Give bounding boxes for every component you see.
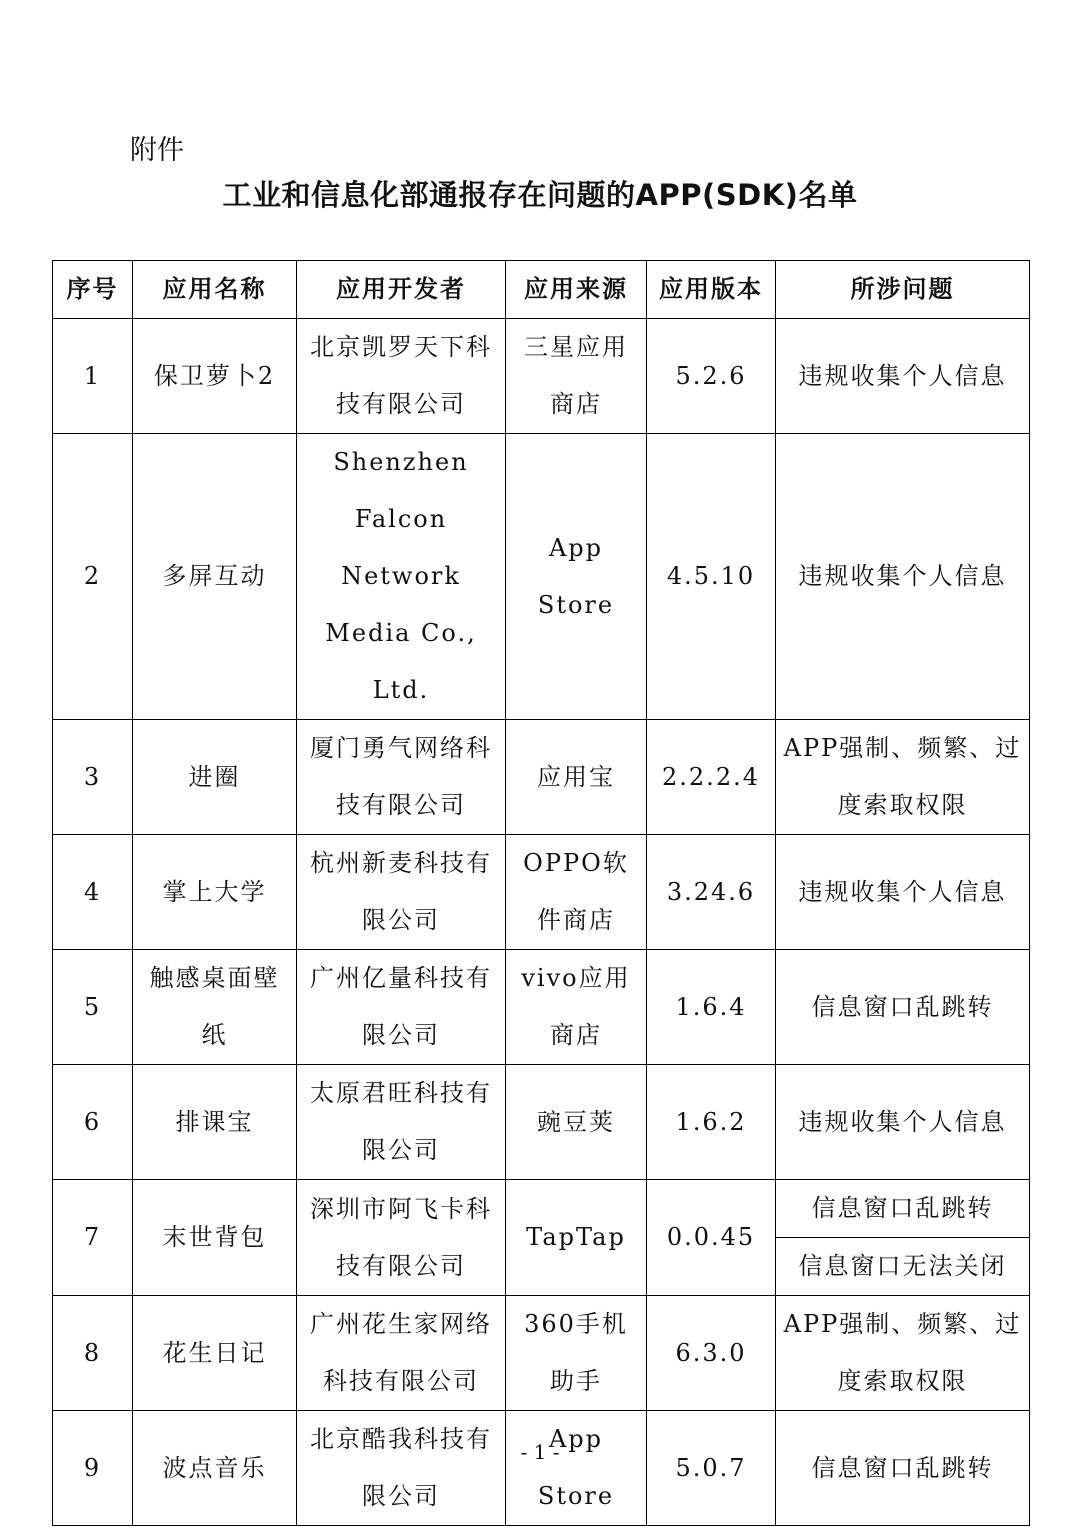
app-issue: 信息窗口无法关闭 bbox=[776, 1238, 1030, 1296]
app-name: 进圈 bbox=[133, 720, 297, 835]
app-developer: 广州亿量科技有限公司 bbox=[297, 950, 506, 1065]
app-name: 掌上大学 bbox=[133, 835, 297, 950]
row-number: 8 bbox=[53, 1296, 133, 1411]
app-source: vivo应用商店 bbox=[506, 950, 647, 1065]
column-header: 序号 bbox=[53, 261, 133, 319]
app-source: 应用宝 bbox=[506, 720, 647, 835]
app-issue: APP强制、频繁、过度索取权限 bbox=[776, 720, 1030, 835]
column-header: 应用版本 bbox=[647, 261, 776, 319]
app-name: 保卫萝卜2 bbox=[133, 319, 297, 434]
app-developer: 杭州新麦科技有限公司 bbox=[297, 835, 506, 950]
app-name: 多屏互动 bbox=[133, 434, 297, 720]
app-developer: 深圳市阿飞卡科技有限公司 bbox=[297, 1180, 506, 1296]
app-developer: 太原君旺科技有限公司 bbox=[297, 1065, 506, 1180]
row-number: 2 bbox=[53, 434, 133, 720]
table-row bbox=[53, 434, 1030, 720]
table-row bbox=[53, 1296, 1030, 1411]
app-source: 豌豆荚 bbox=[506, 1065, 647, 1180]
app-name: 排课宝 bbox=[133, 1065, 297, 1180]
table-row bbox=[53, 1180, 1030, 1238]
app-source: 360手机助手 bbox=[506, 1296, 647, 1411]
app-version: 6.3.0 bbox=[647, 1296, 776, 1411]
column-header: 应用开发者 bbox=[297, 261, 506, 319]
app-name: 末世背包 bbox=[133, 1180, 297, 1296]
table-row bbox=[53, 720, 1030, 835]
row-number: 5 bbox=[53, 950, 133, 1065]
app-name: 触感桌面壁纸 bbox=[133, 950, 297, 1065]
table-row bbox=[53, 319, 1030, 434]
table-row bbox=[53, 1065, 1030, 1180]
app-list-table bbox=[52, 260, 1030, 1526]
app-issue: 信息窗口乱跳转 bbox=[776, 1411, 1030, 1526]
app-issue: 信息窗口乱跳转 bbox=[776, 1180, 1030, 1238]
attachment-label: 附件 bbox=[130, 135, 184, 166]
app-developer: 北京凯罗天下科技有限公司 bbox=[297, 319, 506, 434]
app-version: 4.5.10 bbox=[647, 434, 776, 720]
row-number: 4 bbox=[53, 835, 133, 950]
row-number: 1 bbox=[53, 319, 133, 434]
column-header: 应用名称 bbox=[133, 261, 297, 319]
app-issue: 违规收集个人信息 bbox=[776, 434, 1030, 720]
row-number: 3 bbox=[53, 720, 133, 835]
app-version: 2.2.2.4 bbox=[647, 720, 776, 835]
app-developer: 厦门勇气网络科技有限公司 bbox=[297, 720, 506, 835]
app-name: 花生日记 bbox=[133, 1296, 297, 1411]
app-version: 3.24.6 bbox=[647, 835, 776, 950]
app-issue: APP强制、频繁、过度索取权限 bbox=[776, 1296, 1030, 1411]
row-number: 9 bbox=[53, 1411, 133, 1526]
app-version: 1.6.4 bbox=[647, 950, 776, 1065]
app-issue: 违规收集个人信息 bbox=[776, 1065, 1030, 1180]
table-row bbox=[53, 835, 1030, 950]
column-header: 所涉问题 bbox=[776, 261, 1030, 319]
app-source: OPPO软件商店 bbox=[506, 835, 647, 950]
app-source: TapTap bbox=[506, 1180, 647, 1296]
app-version: 5.2.6 bbox=[647, 319, 776, 434]
app-source: App Store bbox=[506, 434, 647, 720]
app-version: 1.6.2 bbox=[647, 1065, 776, 1180]
app-version: 5.0.7 bbox=[647, 1411, 776, 1526]
app-name: 波点音乐 bbox=[133, 1411, 297, 1526]
app-issue: 违规收集个人信息 bbox=[776, 835, 1030, 950]
document-title: 工业和信息化部通报存在问题的APP(SDK)名单 bbox=[222, 178, 858, 212]
table-row bbox=[53, 1411, 1030, 1526]
page-number: - 1 - bbox=[520, 1440, 560, 1464]
column-header: 应用来源 bbox=[506, 261, 647, 319]
app-issue: 违规收集个人信息 bbox=[776, 319, 1030, 434]
app-developer: Shenzhen Falcon Network Media Co., Ltd. bbox=[297, 434, 506, 720]
app-source: App Store bbox=[506, 1411, 647, 1526]
table-row bbox=[53, 950, 1030, 1065]
row-number: 7 bbox=[53, 1180, 133, 1296]
row-number: 6 bbox=[53, 1065, 133, 1180]
app-source: 三星应用商店 bbox=[506, 319, 647, 434]
table-header-row bbox=[53, 261, 1030, 319]
app-issue: 信息窗口乱跳转 bbox=[776, 950, 1030, 1065]
app-developer: 北京酷我科技有限公司 bbox=[297, 1411, 506, 1526]
app-version: 0.0.45 bbox=[647, 1180, 776, 1296]
app-developer: 广州花生家网络科技有限公司 bbox=[297, 1296, 506, 1411]
